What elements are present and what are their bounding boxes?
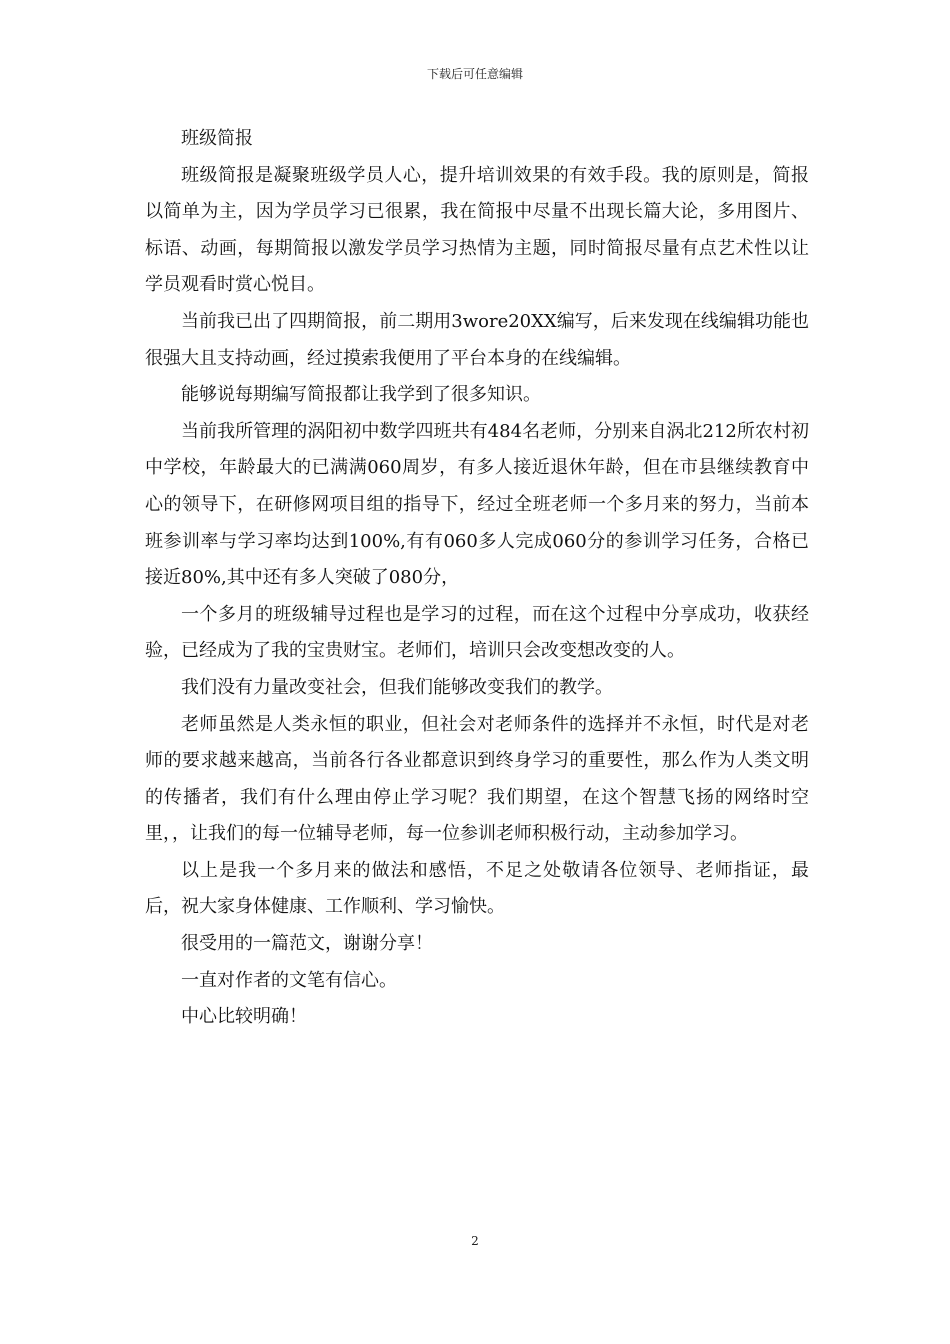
document-title: 班级简报 xyxy=(181,128,253,149)
paragraph: 我们没有力量改变社会，但我们能够改变我们的教学。 xyxy=(181,676,613,698)
paragraph: 以上是我一个多月来的做法和感悟，不足之处敬请各位领导、老师指证，最后，祝大家身体健康、工作顺利、学习愉快。 xyxy=(145,859,809,918)
paragraph: 一个多月的班级辅导过程也是学习的过程，而在这个过程中分享成功，收获经验，已经成为了我的宝贵财宝。老师们，培训只会改变想改变的人。 xyxy=(145,603,809,662)
document-body xyxy=(145,121,809,1036)
comment: 中心比较明确！ xyxy=(181,1006,307,1028)
comment: 很受用的一篇范文，谢谢分享！ xyxy=(181,933,433,955)
paragraph: 班级简报是凝聚班级学员人心，提升培训效果的有效手段。我的原则是，简报以简单为主，因为学员学习已很累，我在简报中尽量不出现长篇大论，多用图片、标语、动画，每期简报以激发学员学习热情为主题，同时简报尽量有点艺术性以让学员观看时赏心悦目。 xyxy=(145,164,809,296)
page-number: 2 xyxy=(471,1234,479,1248)
header-note: 下载后可任意编辑 xyxy=(426,67,523,81)
paragraph: 老师虽然是人类永恒的职业，但社会对老师条件的选择并不永恒，时代是对老师的要求越来越高，当前各行各业都意识到终身学习的重要性，那么作为人类文明的传播者，我们有什么理由停止学习呢？我们期望，在这个智慧飞扬的网络时空里，，让我们的每一位辅导老师，每一位参训老师积极行动，主动参加学习。 xyxy=(145,713,809,845)
paragraph: 能够说每期编写简报都让我学到了很多知识。 xyxy=(181,384,541,406)
comment: 一直对作者的文笔有信心。 xyxy=(181,969,397,991)
paragraph: 当前我所管理的涡阳初中数学四班共有484名老师，分别来自涡北212所农村初中学校，年龄最大的已满满060周岁，有多人接近退休年龄，但在市县继续教育中心的领导下，在研修网项目组的指导下，经过全班老师一个多月来的努力，当前本班参训率与学习率均达到100%,有有060多人完成060分的参训学习任务，合格已接近80%,其中还有多人突破了080分， xyxy=(145,420,809,589)
paragraph: 当前我已出了四期简报，前二期用3wore20XX编写，后来发现在线编辑功能也很强大且支持动画，经过摸索我便用了平台本身的在线编辑。 xyxy=(145,310,809,369)
